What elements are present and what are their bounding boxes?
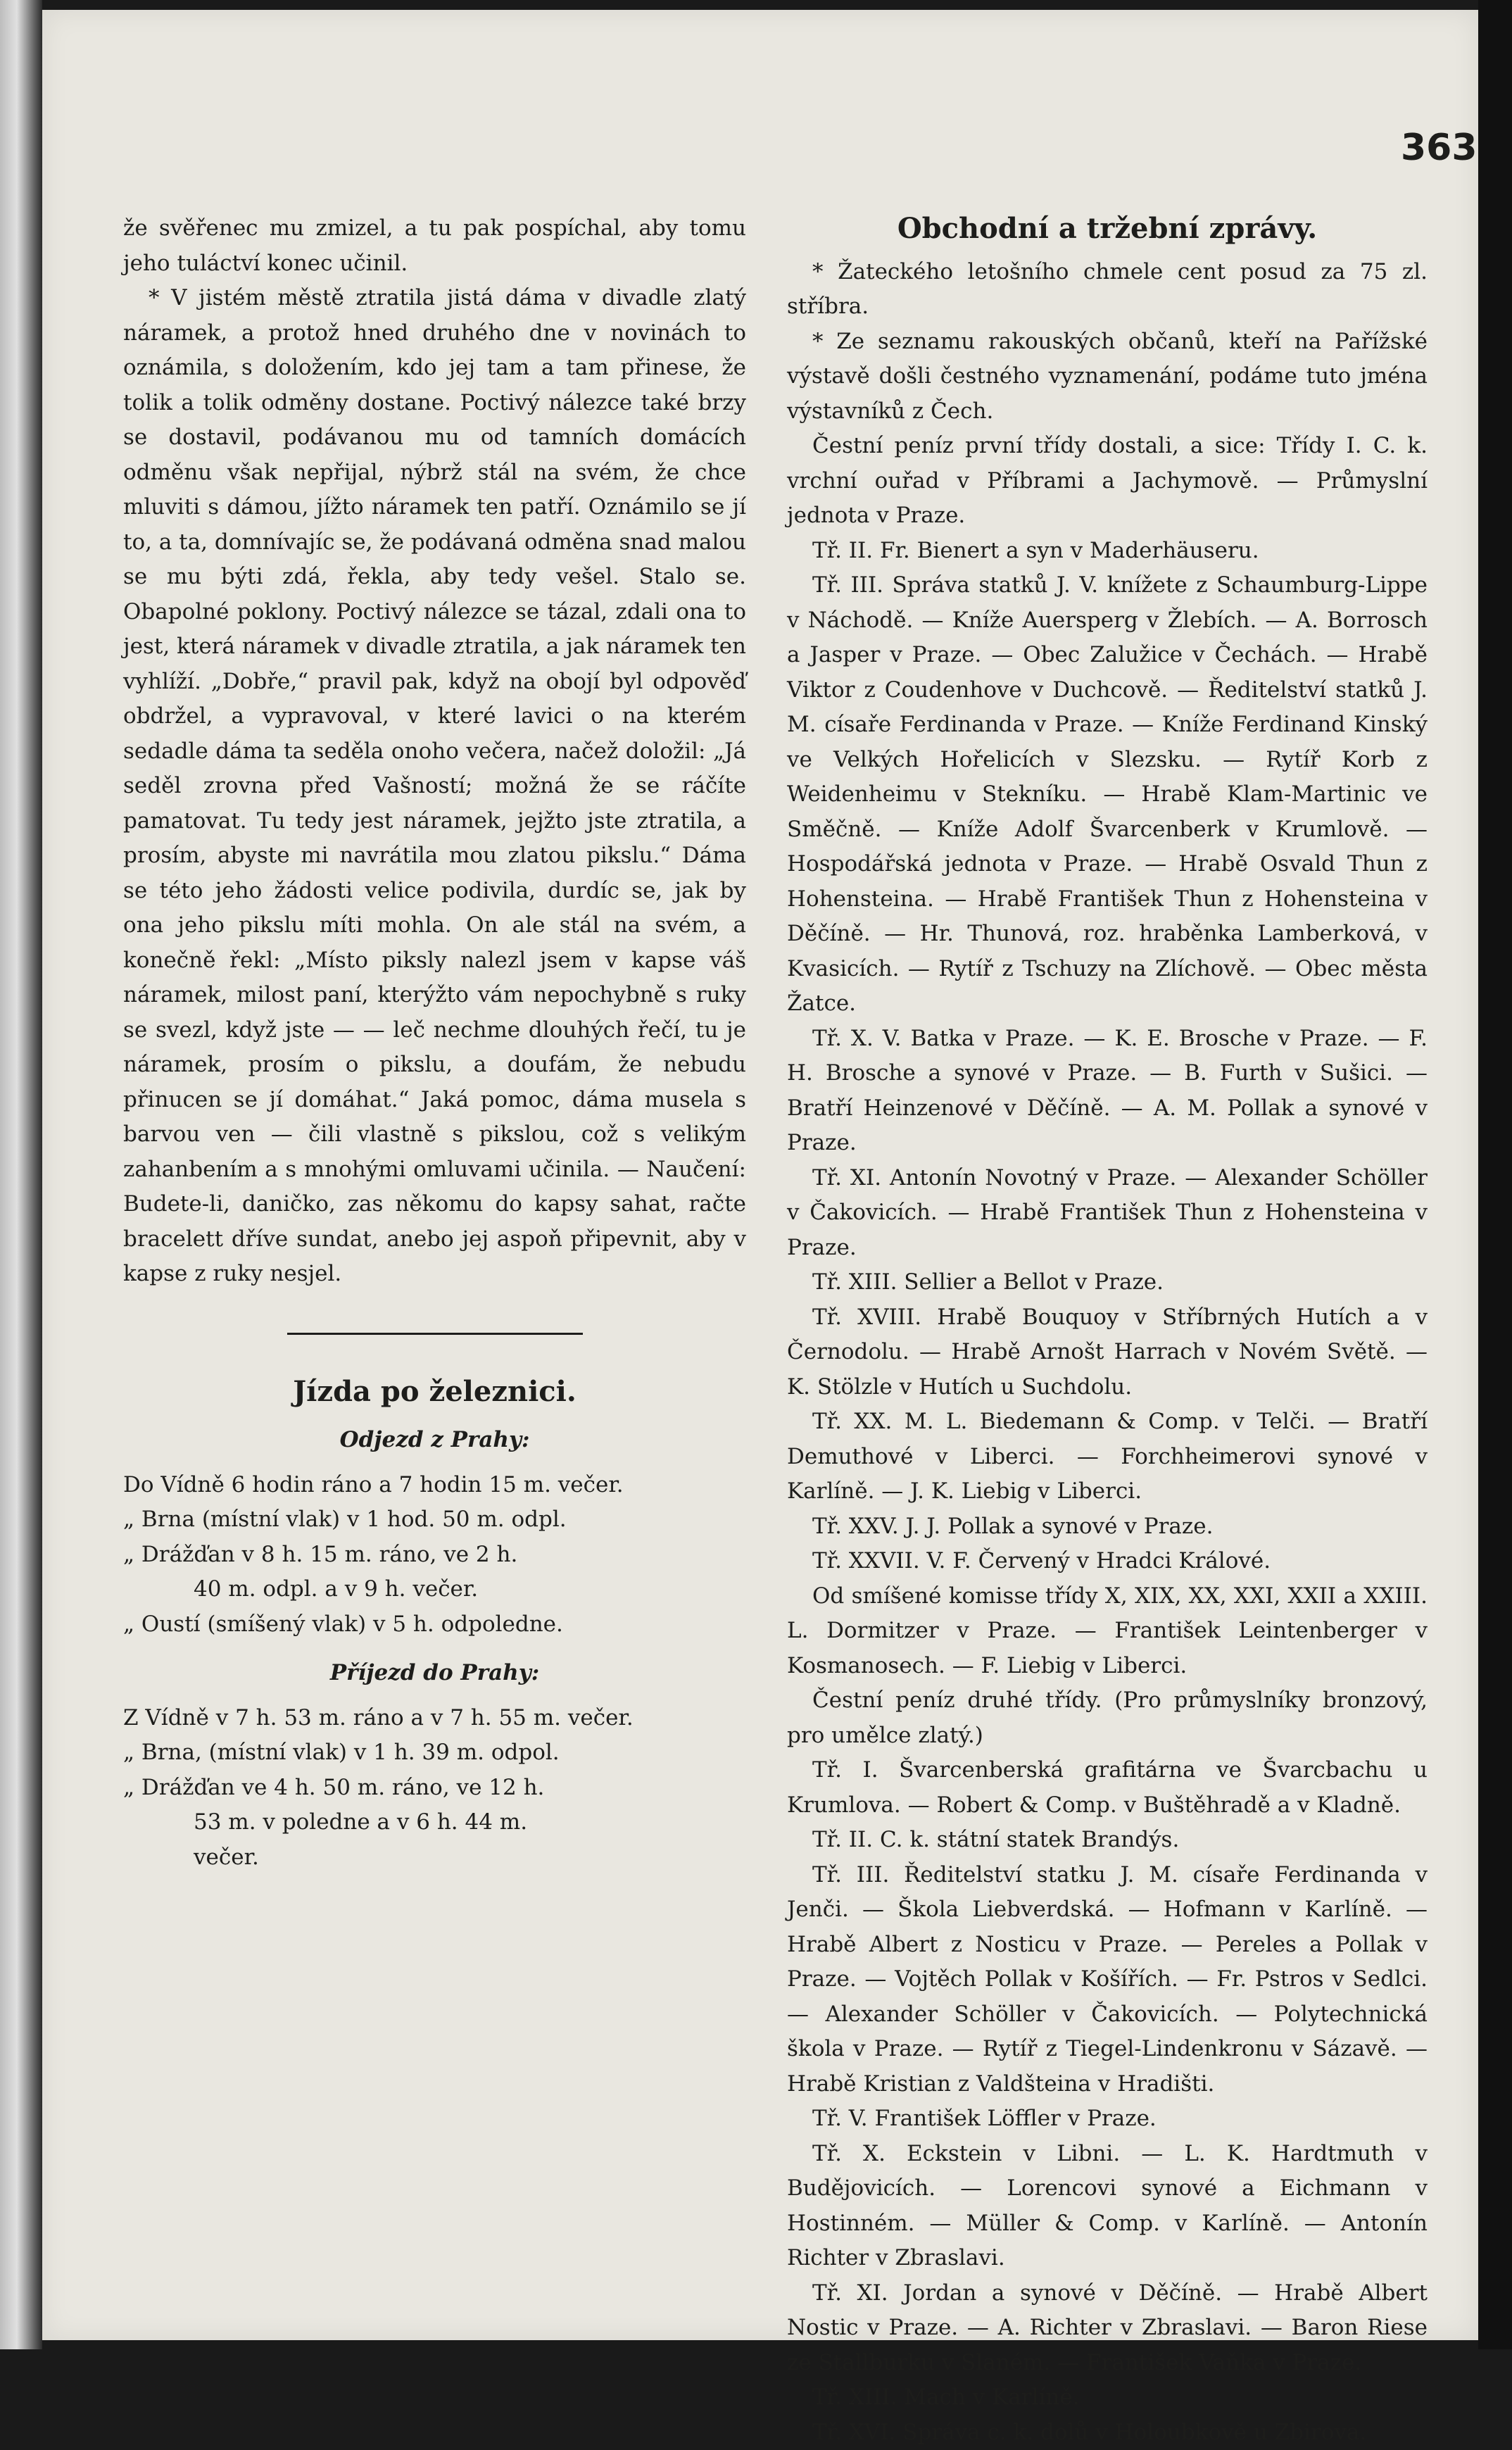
departure-line: „ Brna (místní vlak) v 1 hod. 50 m. odpl. [123, 1502, 746, 1538]
paragraph: * Ze seznamu rakouských občanů, kteří na Pařížské výstavě došli čestného vyznamenání, podáme tuto jména výstavníků z Čech. [787, 325, 1428, 429]
departure-line: Do Vídně 6 hodin ráno a 7 hodin 15 m. večer. [123, 1468, 746, 1503]
arrival-line: večer. [123, 1840, 746, 1876]
paragraph: Tř. V. František Löffler v Praze. [787, 2102, 1428, 2137]
paragraph: Tř. II. C. k. státní statek Brandýs. [787, 1823, 1428, 1858]
paragraph: * Žateckého letošního chmele cent posud za 75 zl. stříbra. [787, 255, 1428, 325]
paragraph: Tř. I. Švarcenberská grafitárna ve Švarcbachu u Krumlova. — Robert & Comp. v Buštěhradě a v Kladně. [787, 1753, 1428, 1823]
paragraph: Tř. III. Správa statků J. V. knížete z Schaumburg-Lippe v Náchodě. — Kníže Auersperg v Žlebích. — A. Borrosch a Jasper v Praze. — Obec Zalužice v Čechách. — Hrabě Viktor z Coudenhove v Duchcově. — Ředitelství statků J. M. císaře Ferdinanda v Praze. — Kníže Ferdinand Kinský ve Velkých Hořelicích v Slezsku. — Rytíř Korb z Weidenheimu v Stekníku. — Hrabě Klam-Martinic ve Směčně. — Kníže Adolf Švarcenberk v Krumlově. — Hospodářská jednota v Praze. — Hrabě Osvald Thun z Hohensteina. — Hrabě František Thun z Hohensteina v Děčíně. — Hr. Thunová, roz. hraběnka Lamberková, v Kvasicích. — Rytíř z Tschuzy na Zlíchově. — Obec města Žatce. [787, 568, 1428, 1022]
departure-line: „ Oustí (smíšený vlak) v 5 h. odpoledne. [123, 1607, 746, 1642]
left-column [123, 211, 746, 1875]
scan-right-edge [1478, 0, 1512, 2349]
paragraph: Tř. X. Eckstein v Libni. — L. K. Hardtmuth v Budějovicích. — Lorencovi synové a Eichmann v Hostinném. — Müller & Comp. v Karlíně. — Antonín Richter v Zbraslavi. [787, 2137, 1428, 2276]
departure-line: „ Drážďan v 8 h. 15 m. ráno, ve 2 h. [123, 1538, 746, 1573]
paragraph: Tř. XIII. Sellier a Bellot v Praze. [787, 1265, 1428, 1300]
paragraph: * V jistém městě ztratila jistá dáma v divadle zlatý náramek, a protož hned druhého dne v novinách to oznámila, s doložením, kdo jej tam a tam přinese, že tolik a tolik odměny dostane. Poctivý nálezce také brzy se dostavil, podávanou mu od tamních domácích odměnu však nepřijal, nýbrž stál na svém, že chce mluviti s dámou, jížto náramek ten patří. Oznámilo se jí to, a ta, domnívajíc se, že podávaná odměna snad malou se mu býti zdá, řekla, aby tedy vešel. Stalo se. Obapolné poklony. Poctivý nálezce se tázal, zdali ona to jest, která náramek v divadle ztratila, a jak náramek ten vyhlíží. „Dobře,“ pravil pak, když na obojí byl odpověď obdržel, a vypravoval, v které lavici o na kterém sedadle dáma ta seděla onoho večera, načež doložil: „Já seděl zrovna před Vašností; možná že se ráčíte pamatovat. Tu tedy jest náramek, jejžto jste ztratila, a prosím, abyste mi navrátila mou zlatou pikslu.“ Dáma se této jeho žádosti velice podivila, durdíc se, jak by ona jeho pikslu míti mohla. On ale stál na svém, a konečně řekl: „Místo piksly nalezl jsem v kapse váš náramek, milost paní, kterýžto vám nepochybně s ruky se svezl, když jste — — leč nechme dlouhých řečí, tu je náramek, prosím o pikslu, a doufám, že nebudu přinucen se jí domáhat.“ Jaká pomoc, dáma musela s barvou ven — čili vlastně s pikslou, což s velikým zahanbením a s mnohými omluvami učinila. — Naučení: Budete-li, daničko, zas někomu do kapsy sahat, račte bracelett dříve sundat, anebo jej aspoň připevnit, aby v kapse z ruky nesjel. [123, 281, 746, 1292]
paragraph: že svěřenec mu zmizel, a tu pak pospíchal, aby tomu jeho tuláctví konec učinil. [123, 211, 746, 281]
paragraph: Tř. XXV. J. J. Pollak a synové v Praze. [787, 1509, 1428, 1545]
paragraph: Tř. XI. Antonín Novotný v Praze. — Alexander Schöller v Čakovicích. — Hrabě František Thun z Hohensteina v Praze. [787, 1161, 1428, 1266]
arrival-line: 53 m. v poledne a v 6 h. 44 m. [123, 1805, 746, 1840]
paragraph: Čestní peníz druhé třídy. (Pro průmyslníky bronzový, pro umělce zlatý.) [787, 1683, 1428, 1753]
paragraph: Tř. III. Ředitelství statku J. M. císaře Ferdinanda v Jenči. — Škola Liebverdská. — Hofmann v Karlíně. — Hrabě Albert z Nosticu v Praze. — Pereles a Pollak v Praze. — Vojtěch Pollak v Košířích. — Fr. Pstros v Sedlci. — Alexander Schöller v Čakovicích. — Polytechnická škola v Praze. — Rytíř z Tiegel-Lindenkronu v Sázavě. — Hrabě Kristian z Valdšteina v Hradišti. [787, 1858, 1428, 2102]
arrival-line: „ Brna, (místní vlak) v 1 h. 39 m. odpol. [123, 1735, 746, 1771]
paragraph: Tř. X. V. Batka v Praze. — K. E. Brosche v Praze. — F. H. Brosche a synové v Praze. — B. Furth v Sušici. — Bratří Heinzenové v Děčíně. — A. M. Pollak a synové v Praze. [787, 1022, 1428, 1161]
paragraph: Tř. XI. Jordan a synové v Děčíně. — Hrabě Albert Nostic v Praze. — A. Richter v Zbraslavi. — Baron Riese ze Stallburku v Slaném. — František Vaňka v Praze. [787, 2276, 1428, 2381]
scan-left-edge [0, 0, 42, 2349]
paragraph: Tř. XX. M. L. Biedemann & Comp. v Telči. — Bratří Demuthové v Liberci. — Forchheimerovi synové v Karlíně. — J. K. Liebig v Liberci. [787, 1405, 1428, 1509]
arrival-line: Z Vídně v 7 h. 53 m. ráno a v 7 h. 55 m. večer. [123, 1701, 746, 1736]
paragraph: Od smíšené komisse třídy X, XIX, XX, XXI, XXII a XXIII. L. Dormitzer v Praze. — František Leintenberger v Kosmanosech. — F. Liebig v Liberci. [787, 1579, 1428, 1684]
arrival-title: Příjezd do Prahy: [123, 1656, 746, 1691]
trade-news-title: Obchodní a tržební zprávy. [787, 211, 1428, 246]
railway-title: Jízda po železnici. [123, 1374, 746, 1409]
section-divider [287, 1333, 583, 1335]
paragraph: Tř. II. Fr. Bienert a syn v Maderhäuseru. [787, 534, 1428, 569]
departure-title: Odjezd z Prahy: [123, 1423, 746, 1458]
paragraph: Tř. XVIII. Hrabě Bouquoy v Stříbrných Hutích a v Černodolu. — Hrabě Arnošt Harrach v Novém Světě. — K. Stölzle v Hutích u Suchdolu. [787, 1300, 1428, 1405]
departure-line: 40 m. odpl. a v 9 h. večer. [123, 1572, 746, 1607]
paragraph: Tř. XIII. Mach v Karlíně. [787, 2380, 1428, 2416]
arrival-line: „ Drážďan ve 4 h. 50 m. ráno, ve 12 h. [123, 1771, 746, 1806]
paragraph: Tř. XXVII. V. F. Červený v Hradci Králové. [787, 1544, 1428, 1579]
right-column [787, 211, 1428, 2450]
paragraph: Tř. XVI. Správa c. k. dolů v Holoubkově u Zbirova. [787, 2416, 1428, 2450]
paragraph: Čestní peníz první třídy dostali, a sice: Třídy I. C. k. vrchní ouřad v Příbrami a Jachymově. — Průmyslní jednota v Praze. [787, 429, 1428, 534]
page-number: 363 [1401, 127, 1478, 169]
